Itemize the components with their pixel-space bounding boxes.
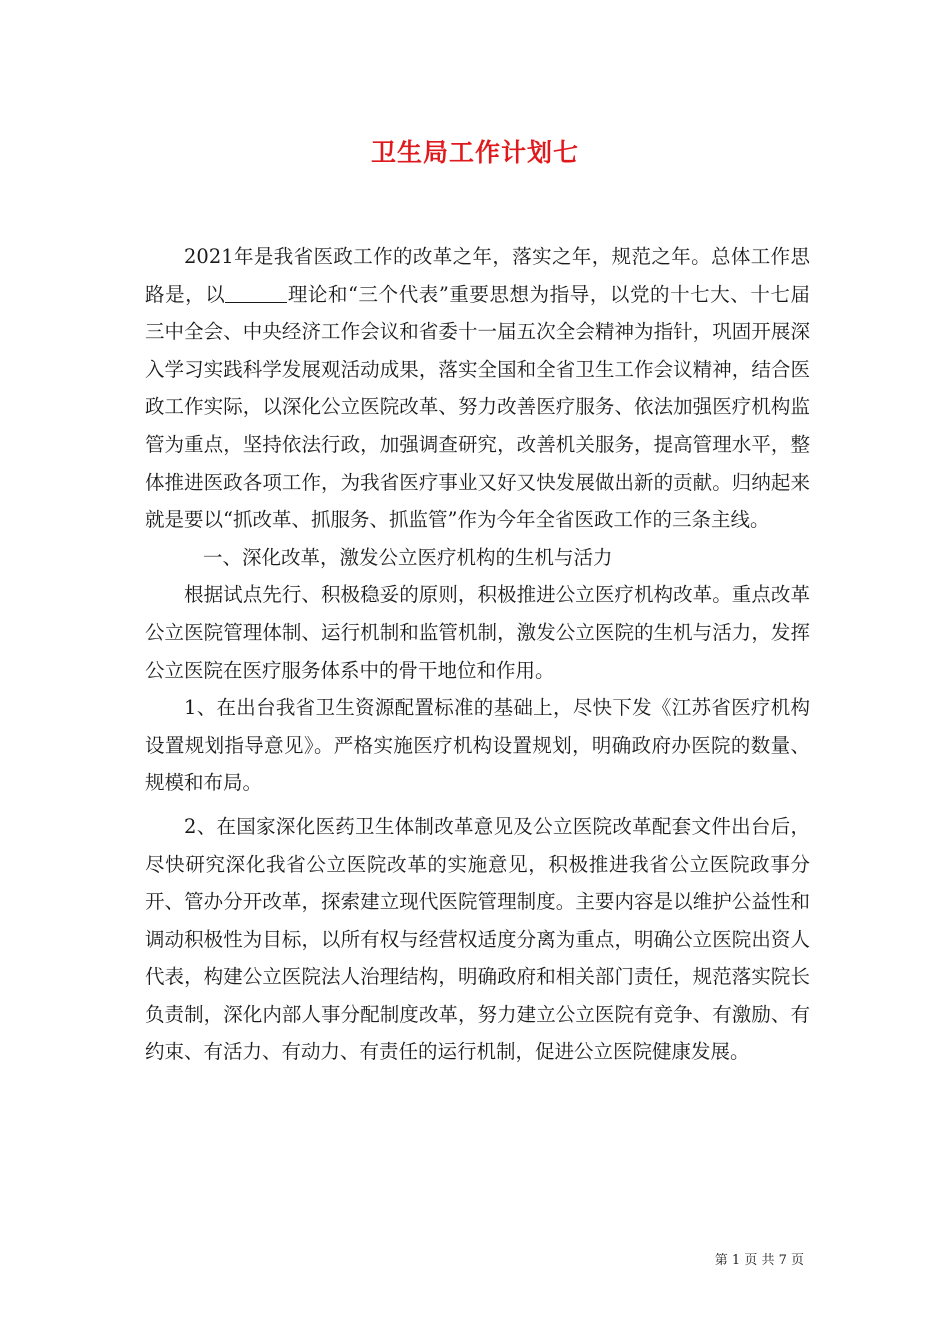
fill-in-blank (225, 282, 287, 303)
section-paragraph: 根据试点先行、积极稳妥的原则，积极推进公立医疗机构改革。重点改革公立医院管理体制、运行机制和监管机制，激发公立医院的生机与活力，发挥公立医院在医疗服务体系中的骨干地位和作用。 (145, 583, 810, 682)
intro-text-start: 2021年是我省医政工作的改革之年，落实之年，规范之年。总体工作思路是，以 (145, 245, 810, 306)
intro-text-end: 理论和“三个代表”重要思想为指导，以党的十七大、十七届三中全会、中央经济工作会议和省委十一届五次全会精神为指针，巩固开展深入学习实践科学发展观活动成果，落实全国和全省卫生工作会议精神，结合医政工作实际，以深化公立医院改革、努力改善医疗服务、依法加强医疗机构监管为重点，坚持依法行政，加强调查研究，改善机关服务，提高管理水平，整体推进医政各项工作，为我省医疗事业又好又快发展做出新的贡献。归纳起来就是要以“抓改革、抓服务、抓监管”作为今年全省医政工作的三条主线。 (145, 282, 810, 532)
page-number: 第 1 页 共 7 页 (714, 1253, 804, 1268)
intro-paragraph (145, 238, 810, 539)
page-title: 卫生局工作计划七 (370, 138, 579, 167)
section-heading: 一、深化改革，激发公立医疗机构的生机与活力 (203, 545, 613, 569)
list-item-1: 1、在出台我省卫生资源配置标准的基础上，尽快下发《江苏省医疗机构设置规划指导意见》。严格实施医疗机构设置规划，明确政府办医院的数量、规模和布局。 (145, 696, 810, 795)
document-body (145, 238, 810, 1071)
list-item-2: 2、在国家深化医药卫生体制改革意见及公立医院改革配套文件出台后，尽快研究深化我省公立医院改革的实施意见，积极推进我省公立医院政事分开、管办分开改革，探索建立现代医院管理制度。主要内容是以维护公益性和调动积极性为目标，以所有权与经营权适度分离为重点，明确公立医院出资人代表，构建公立医院法人治理结构，明确政府和相关部门责任，规范落实院长负责制，深化内部人事分配制度改革，努力建立公立医院有竞争、有激励、有约束、有活力、有动力、有责任的运行机制，促进公立医院健康发展。 (145, 814, 810, 1064)
